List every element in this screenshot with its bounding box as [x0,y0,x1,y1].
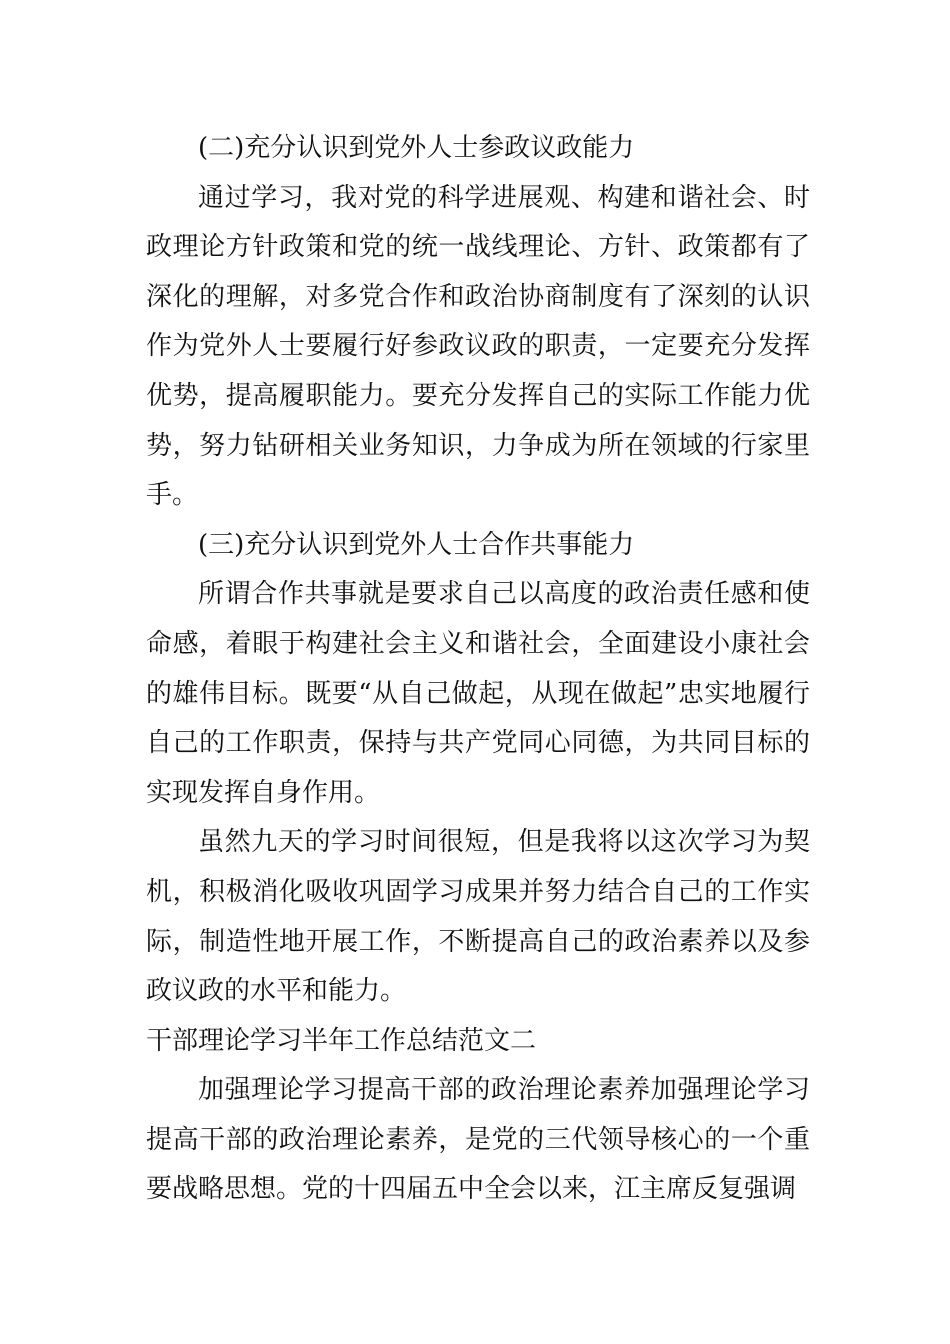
subheading-cooperation: (三)充分认识到党外人士合作共事能力 [198,529,635,560]
paragraph-cooperation: 所谓合作共事就是要求自己以高度的政治责任感和使命感，着眼于构建社会主义和谐社会，全面建设小康社会的雄伟目标。既要“从自己做起，从现在做起”忠实地履行自己的工作职责，保持与共产党同心同德，为共同目标的实现发挥自身作用。 [146,579,810,808]
section-title: 干部理论学习半年工作总结范文二 [146,1025,537,1056]
paragraph-study-understanding: 通过学习，我对党的科学进展观、构建和谐社会、时政理论方针政策和党的统一战线理论、方针、政策都有了深化的理解，对多党合作和政治协商制度有了深刻的认识作为党外人士要履行好参政议政的职责，一定要充分发挥优势，提高履职能力。要充分发挥自己的实际工作能力优势，努力钻研相关业务知识，力争成为所在领域的行家里手。 [146,182,810,511]
paragraph-conclusion: 虽然九天的学习时间很短，但是我将以这次学习为契机，积极消化吸收巩固学习成果并努力结合自己的工作实际，制造性地开展工作，不断提高自己的政治素养以及参政议政的水平和能力。 [146,827,810,1007]
subheading-participation: (二)充分认识到党外人士参政议政能力 [198,133,635,163]
document-body [146,124,810,1215]
paragraph-theory-study: 加强理论学习提高干部的政治理论素养加强理论学习提高干部的政治理论素养，是党的三代领导核心的一个重要战略思想。党的十四届五中全会以来，江主席反复强调 [146,1075,810,1205]
